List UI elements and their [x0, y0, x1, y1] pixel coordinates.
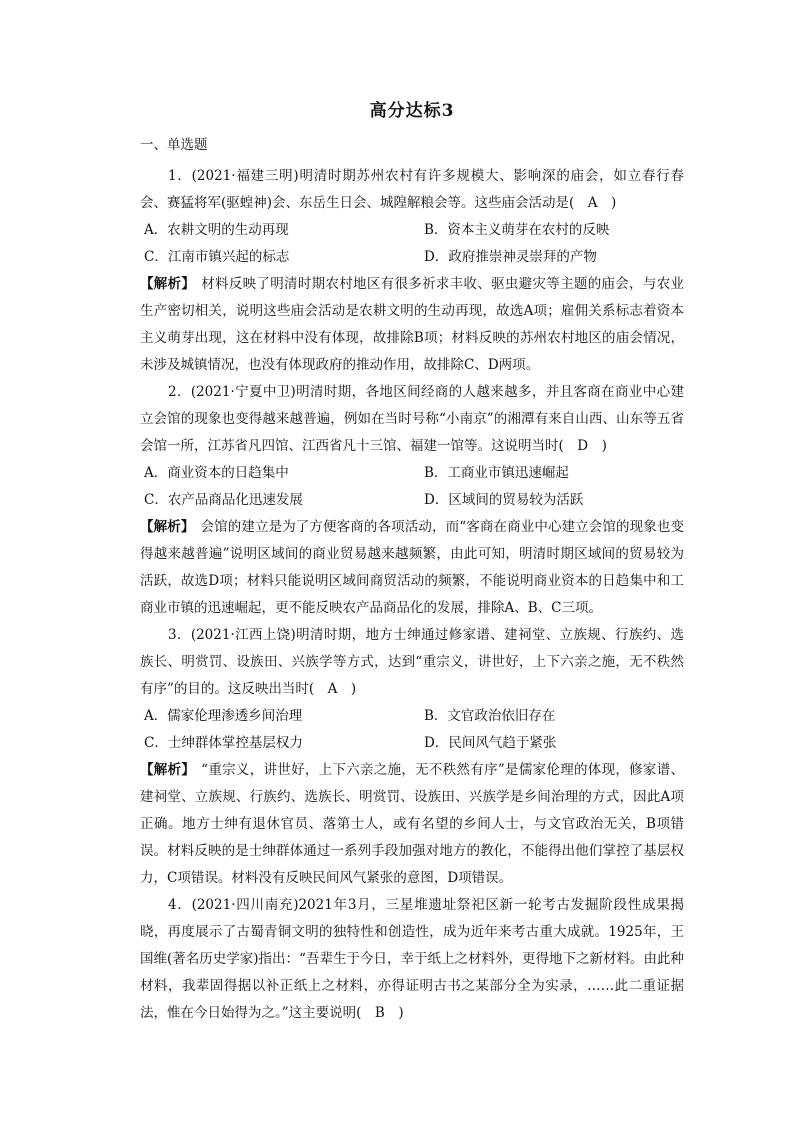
- option-c: C．农产品商品化迅速发展: [144, 492, 303, 508]
- analysis: [140, 271, 684, 379]
- option-d: D．政府推崇神灵崇拜的产物: [424, 249, 597, 265]
- analysis-tag: 【解析】: [140, 519, 195, 535]
- analysis: [140, 757, 684, 892]
- question-stem: 4．(2021·四川南充)2021年3月，三星堆遗址祭祀区新一轮考古发掘阶段性成果揭晓，再度展示了古蜀青铜文明的独特性和创造性，成为近年来考古重大成就。1925年，王国维(著名历史学家)指出：“吾辈生于今日，幸于纸上之材料外，更得地下之新材料。由此种材料，我辈固得据以补正纸上之材料，亦得证明古书之某部分全为实录，……此二重证据法，惟在今日始得为之。”这主要说明( B ): [140, 897, 684, 1021]
- question-2: [140, 379, 684, 622]
- analysis-tag: 【解析】: [140, 276, 196, 292]
- option-d: D．民间风气趋于紧张: [424, 735, 557, 751]
- question-options: [140, 460, 684, 514]
- question-stem: 3．(2021·江西上饶)明清时期，地方士绅通过修家谱、建祠堂、立族规、行族约、选族长、明赏罚、设族田、兴族学等方式，达到“重宗义，讲世好，上下六亲之施，无不秩然有序”的目的。这反映出当时( A ): [140, 627, 684, 697]
- option-a: A．农耕文明的生动再现: [144, 222, 289, 238]
- analysis-text: 材料反映了明清时期农村地区有很多祈求丰收、驱虫避灾等主题的庙会，与农业生产密切相关，说明这些庙会活动是农耕文明的生动再现，故选A项；雇佣关系标志着资本主义萌芽出现，这在材料中没有体现，故排除B项；材料反映的苏州农村地区的庙会情况，未涉及城镇情况，也没有体现政府的推动作用，故排除C、D两项。: [140, 276, 685, 373]
- question-1: [140, 163, 684, 379]
- option-d: D．区域间的贸易较为活跃: [424, 492, 584, 508]
- option-b: B．文官政治依旧存在: [424, 708, 556, 724]
- option-c: C．士绅群体掌控基层权力: [144, 735, 303, 751]
- option-b: B．工商业市镇迅速崛起: [424, 465, 569, 481]
- question-options: [140, 217, 684, 271]
- option-c: C．江南市镇兴起的标志: [144, 249, 290, 265]
- question-stem: 1．(2021·福建三明)明清时期苏州农村有许多规模大、影响深的庙会，如立春行春会、赛猛将军(驱蝗神)会、东岳生日会、城隍解粮会等。这些庙会活动是( A ): [140, 168, 684, 211]
- question-stem: 2．(2021·宁夏中卫)明清时期，各地区间经商的人越来越多，并且客商在商业中心建立会馆的现象也变得越来越普遍，例如在当时号称“小南京”的湘潭有来自山西、山东等五省会馆一所，江苏省凡四馆、江西省凡十三馆、福建一馆等。这说明当时( D ): [140, 384, 684, 454]
- analysis-text: 会馆的建立是为了方便客商的各项活动，而“客商在商业中心建立会馆的现象也变得越来越普遍”说明区域间的商业贸易越来越频繁，由此可知，明清时期区域间的贸易较为活跃，故选D项；材料只能说明区域间商贸活动的频繁，不能说明商业资本的日趋集中和工商业市镇的迅速崛起，更不能反映农产品商品化的发展，排除A、B、C三项。: [140, 519, 685, 616]
- page-title: 高分达标3: [369, 101, 455, 121]
- option-a: A．商业资本的日趋集中: [144, 465, 289, 481]
- analysis-text: “重宗义，讲世好，上下六亲之施，无不秩然有序”是儒家伦理的体现，修家谱、建祠堂、立族规、行族约、选族长、明赏罚、设族田、兴族学是乡间治理的方式，因此A项正确。地方士绅有退休官员、落第士人，或有名望的乡间人士，与文官政治无关，B项错误。材料反映的是士绅群体通过一系列手段加强对地方的教化，不能得出他们掌控了基层权力，C项错误。材料没有反映民间风气紧张的意图，D项错误。: [140, 762, 684, 886]
- section-heading: 一、单选题: [140, 137, 208, 153]
- analysis: [140, 514, 684, 622]
- question-4: [140, 892, 684, 1027]
- analysis-tag: 【解析】: [140, 762, 196, 778]
- option-a: A．儒家伦理渗透乡间治理: [144, 708, 303, 724]
- question-3: [140, 622, 684, 892]
- option-b: B．资本主义萌芽在农村的反映: [424, 222, 610, 238]
- question-options: [140, 703, 684, 757]
